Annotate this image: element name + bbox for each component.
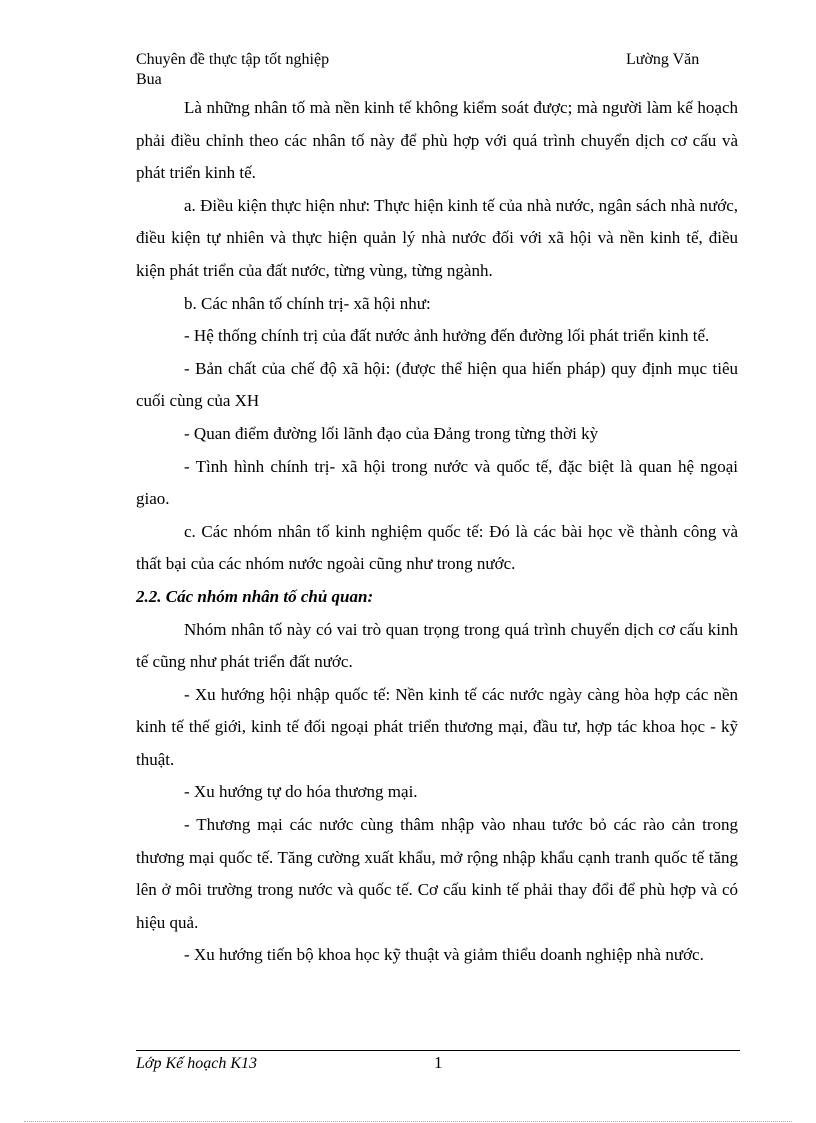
paragraph: - Quan điểm đường lối lãnh đạo của Đảng trong từng thời kỳ — [184, 423, 599, 443]
paragraph: b. Các nhân tố chính trị- xã hội như: — [184, 293, 431, 313]
paragraph: c. Các nhóm nhân tố kinh nghiệm quốc tế: Đó là các bài học về thành công và thất bại của các nhóm nước ngoài cũng như trong nước. — [136, 521, 738, 574]
paragraph: a. Điều kiện thực hiện như: Thực hiện kinh tế của nhà nước, ngân sách nhà nước, điều kiện tự nhiên và thực hiện quản lý nhà nước đối với xã hội và nền kinh tế, điều kiện phát triển của đất nước, từng vùng, từng ngành. — [136, 195, 738, 280]
paragraph: - Xu hướng tự do hóa thương mại. — [184, 782, 418, 802]
header-author: Lường Văn — [626, 51, 700, 68]
paragraph: - Hệ thống chính trị của đất nước ảnh hưởng đến đường lối phát triển kinh tế. — [184, 326, 710, 346]
header-title: Chuyên đề thực tập tốt nghiệp — [136, 51, 330, 68]
paragraph: Là những nhân tố mà nền kinh tế không kiểm soát được; mà người làm kế hoạch phải điều chỉnh theo các nhân tố này để phù hợp với quá trình chuyển dịch cơ cấu và phát triển kinh tế. — [136, 98, 738, 183]
body-text — [136, 92, 738, 972]
page-number: 1 — [434, 1053, 443, 1072]
footer-divider — [136, 1050, 740, 1051]
paragraph: - Xu hướng hội nhập quốc tế: Nền kinh tế các nước ngày càng hòa hợp các nền kinh tế thế giới, kinh tế đối ngoại phát triển thương mại, đầu tư, hợp tác khoa học - kỹ thuật. — [136, 684, 738, 769]
paragraph: - Bản chất của chế độ xã hội: (được thể hiện qua hiến pháp) quy định mục tiêu cuối cùng của XH — [136, 358, 738, 411]
paragraph: - Xu hướng tiến bộ khoa học kỹ thuật và giảm thiểu doanh nghiệp nhà nước. — [184, 945, 704, 965]
paragraph: - Tình hình chính trị- xã hội trong nước và quốc tế, đặc biệt là quan hệ ngoại giao. — [136, 456, 738, 509]
paragraph: - Thương mại các nước cùng thâm nhập vào nhau tước bỏ các rào cản trong thương mại quốc tế. Tăng cường xuất khẩu, mở rộng nhập khẩu cạnh tranh quốc tế tăng lên ở môi trường trong nước và quốc tế. Cơ cấu kinh tế phải thay đổi để phù hợp và có hiệu quả. — [136, 815, 738, 932]
section-heading: 2.2. Các nhóm nhân tố chủ quan: — [136, 586, 374, 606]
footer-class-label: Lớp Kế hoạch K13 — [136, 1055, 257, 1072]
page-bottom-border — [24, 1121, 792, 1122]
paragraph: Nhóm nhân tố này có vai trò quan trọng trong quá trình chuyển dịch cơ cấu kinh tế cũng như phát triển đất nước. — [136, 619, 738, 672]
header-author-continued: Bua — [136, 71, 162, 88]
